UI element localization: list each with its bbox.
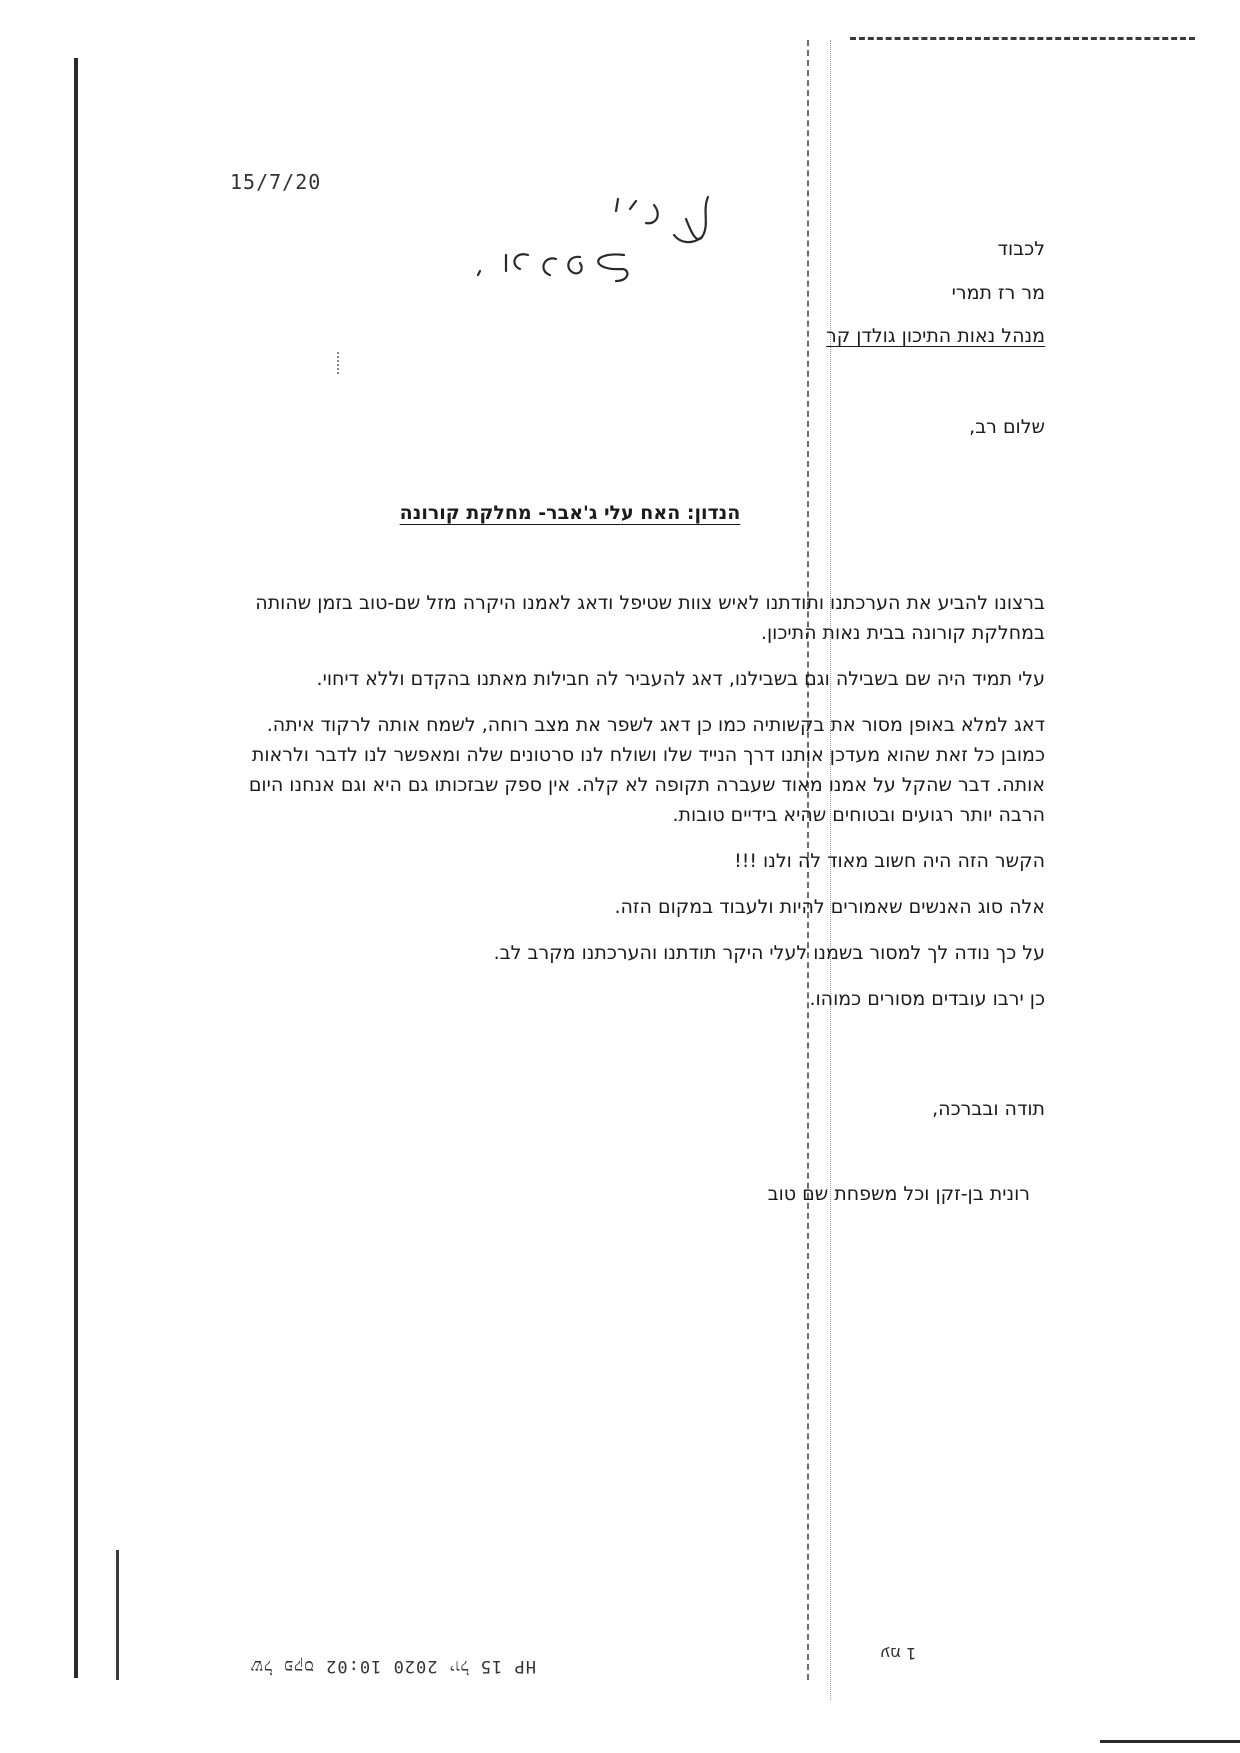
scan-left-edge-secondary	[116, 1550, 119, 1680]
recipient-title: מנהל נאות התיכון גולדן קר	[826, 325, 1045, 347]
scan-bottom-line	[1100, 1740, 1240, 1743]
letter-date: 15/7/20	[230, 170, 322, 194]
body-paragraph: ברצונו להביע את הערכתנו ותודתנו לאיש צוות שטיפל ודאג לאמנו היקרה מזל שם-טוב בזמן שהותה במחלקת קורונה בבית נאות התיכון.	[255, 592, 1045, 644]
handwritten-annotation	[440, 185, 740, 315]
scan-top-dashes	[850, 37, 1195, 40]
body-paragraph: אלה סוג האנשים שאמורים להיות ולעבוד במקום הזה.	[614, 896, 1045, 918]
recipient-salutation: לכבוד	[997, 238, 1045, 260]
body-paragraph: עלי תמיד היה שם בשבילה וגם בשבילנו, דאג להעביר לה חבילות מאתנו בהקדם וללא דיחוי.	[316, 668, 1045, 690]
recipient-name: מר רז תמרי	[951, 282, 1045, 304]
scan-left-edge	[74, 58, 78, 1678]
greeting: שלום רב,	[969, 416, 1045, 438]
body-paragraph: כן ירבו עובדים מסורים כמוהו.	[809, 988, 1045, 1010]
scan-dot-mark	[337, 352, 341, 374]
fax-footer: HP של פקס 10:02 2020 יול 15	[250, 1656, 536, 1676]
page-number: 1 עמ	[880, 1644, 917, 1663]
body-paragraph: דאג למלא באופן מסור את בקשותיה כמו כן דאג לשפר את מצב רוחה, לשמח אותה לרקוד איתה. כמובן כל זאת שהוא מעדכן אותנו דרך הנייד שלו ושולח לנו סרטונים שלה ומאפשר לנו לדבר ולראות אותה. דבר שהקל על אמנו מאוד שעברה תקופה לא קלה. אין ספק שבזכותו גם היא וגם אנחנו היום הרבה יותר רגועים ובטוחים שהיא בידיים טובות.	[248, 714, 1045, 826]
subject-line: הנדון: האח עלי ג'אבר- מחלקת קורונה	[399, 502, 741, 524]
letter-body	[245, 588, 1045, 1030]
closing: תודה ובברכה,	[932, 1098, 1045, 1120]
body-paragraph: הקשר הזה היה חשוב מאוד לה ולנו !!!	[734, 850, 1045, 872]
signature: רונית בן-זקן וכל משפחת שם טוב	[767, 1183, 1030, 1205]
body-paragraph: על כך נודה לך למסור בשמנו לעלי היקר תודתנו והערכתנו מקרב לב.	[493, 942, 1045, 964]
